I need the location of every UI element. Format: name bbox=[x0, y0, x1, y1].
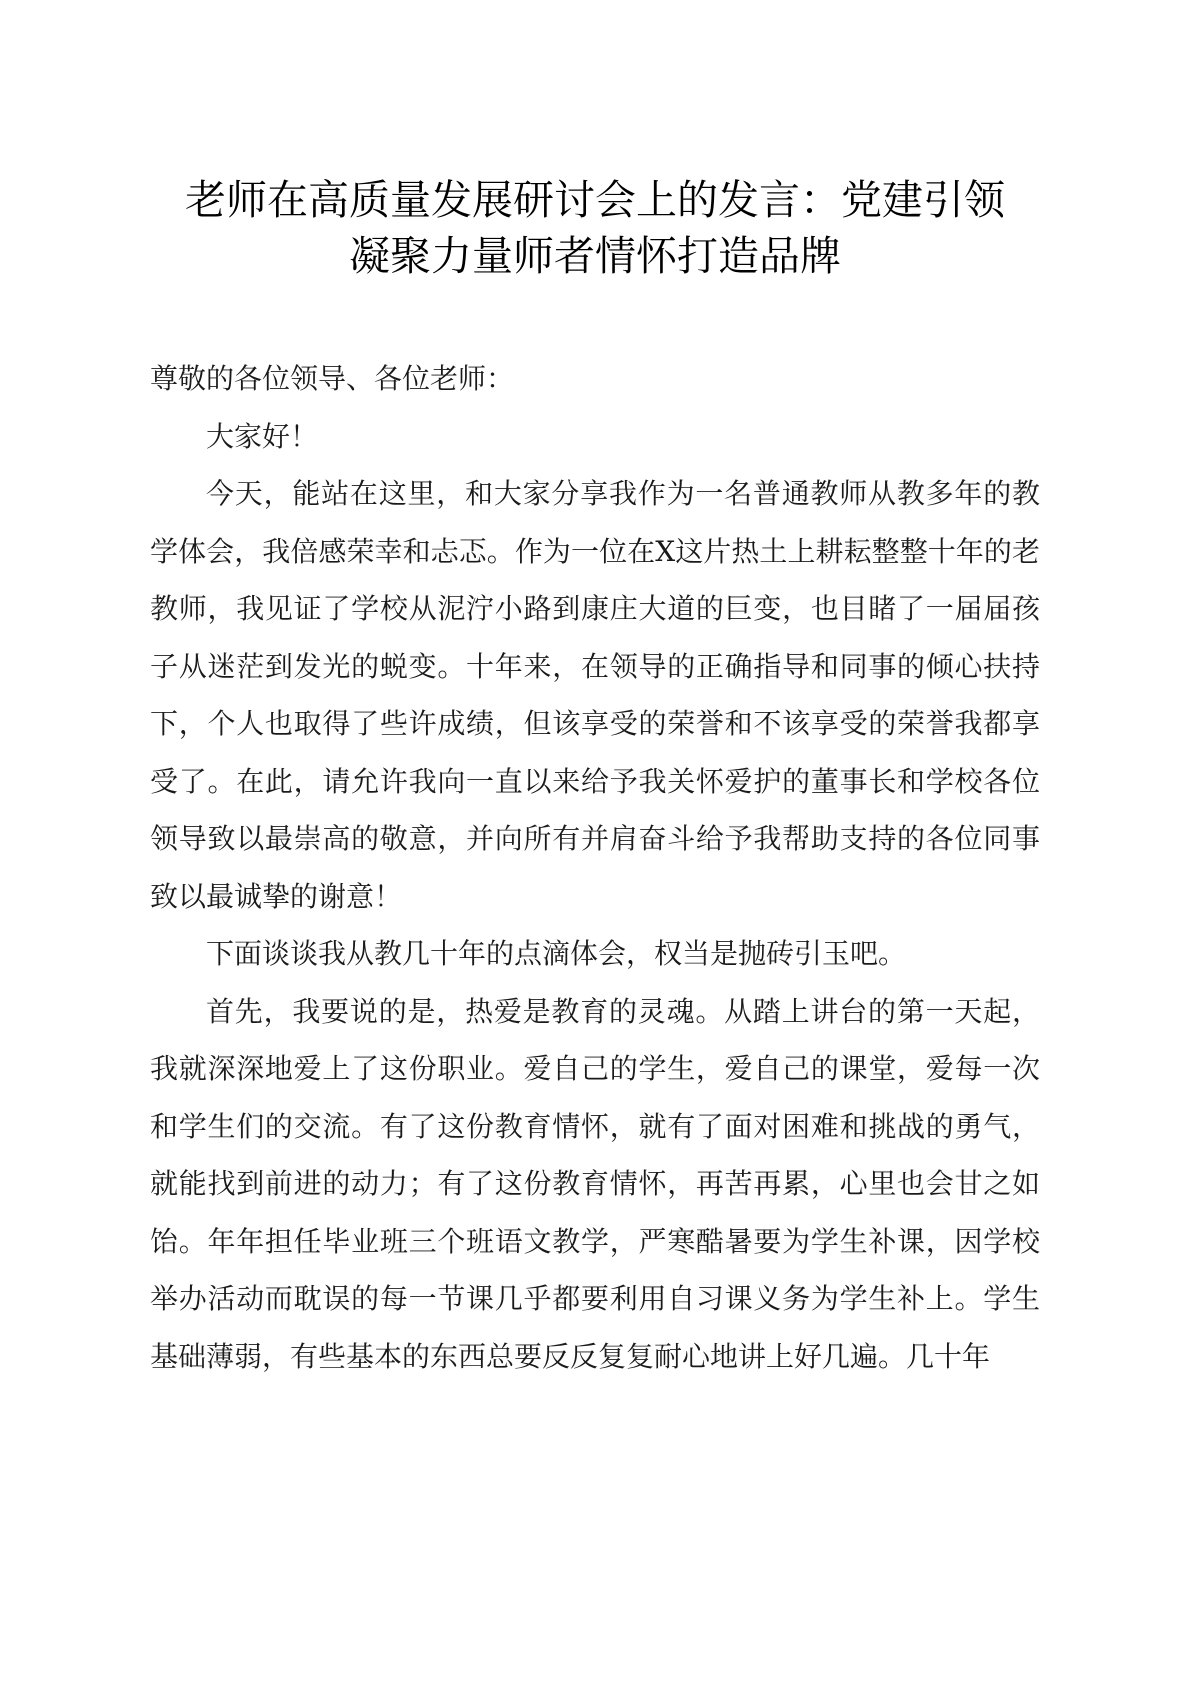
document-body bbox=[150, 350, 1040, 1385]
document-title bbox=[130, 172, 1060, 284]
paragraph-transition: 下面谈谈我从教几十年的点滴体会，权当是抛砖引玉吧。 bbox=[206, 937, 907, 970]
title-line-2: 凝聚力量师者情怀打造品牌 bbox=[349, 232, 841, 280]
paragraph-greeting: 大家好！ bbox=[206, 419, 319, 453]
title-line-1: 老师在高质量发展研讨会上的发言：党建引领 bbox=[185, 176, 1005, 224]
paragraph-first-point: 首先，我要说的是，热爱是教育的灵魂。从踏上讲台的第一天起，我就深深地爱上了这份职业。爱自己的学生，爱自己的课堂，爱每一次和学生们的交流。有了这份教育情怀，就有了面对困难和挑战的勇气，就能找到前进的动力；有了这份教育情怀，再苦再累，心里也会甘之如饴。年年担任毕业班三个班语文教学，严寒酷暑要为学生补课，因学校举办活动而耽误的每一节课几乎都要利用自习课义务为学生补上。学生基础薄弱，有些基本的东西总要反反复复耐心地讲上好几遍。几十年 bbox=[150, 994, 1040, 1373]
salutation: 尊敬的各位领导、各位老师： bbox=[150, 362, 515, 395]
paragraph-intro: 今天，能站在这里，和大家分享我作为一名普通教师从教多年的教学体会，我倍感荣幸和忐忑。作为一位在X这片热土上耕耘整整十年的老教师，我见证了学校从泥泞小路到康庄大道的巨变，也目睹了一届届孩子从迷茫到发光的蜕变。十年来，在领导的正确指导和同事的倾心扶持下，个人也取得了些许成绩，但该享受的荣誉和不该享受的荣誉我都享受了。在此，请允许我向一直以来给予我关怀爱护的董事长和学校各位领导致以最崇高的敬意，并向所有并肩奋斗给予我帮助支持的各位同事致以最诚挚的谢意！ bbox=[150, 477, 1040, 913]
